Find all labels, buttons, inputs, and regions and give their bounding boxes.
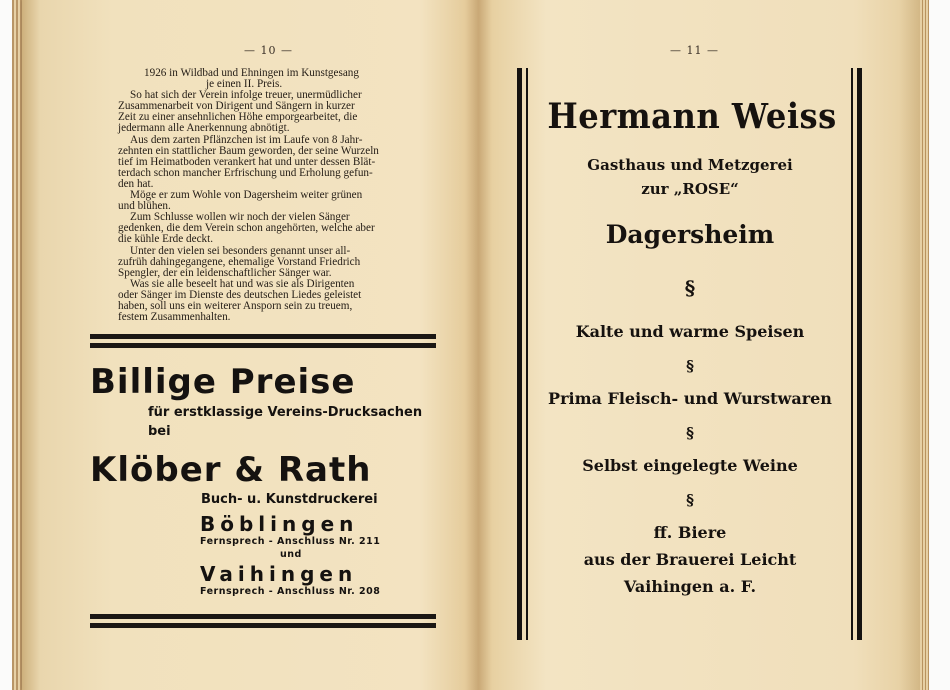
text-line: oder Sänger im Dienste des deutschen Liedes geleistet [118,288,362,301]
fleuron-ornament-icon: § [686,357,694,375]
text-line: Unter den vielen sei besonders genannt unser all- [130,244,351,257]
ad-subline: für erstklassige Vereins-Drucksachen [148,405,423,420]
ad-city-vaihingen: Vaihingen [200,562,358,586]
text-line: Aus dem zarten Pflänzchen ist im Laufe von 8 Jahr- [130,133,363,146]
text-line: und blühen. [118,200,171,213]
ad-item-brauerei: aus der Brauerei Leicht [583,550,797,569]
text-line: gedenken, die dem Verein schon angehörten, welche aber [118,222,375,235]
frame-right-inner [851,68,853,640]
ad-name-hermann-weiss: Hermann Weiss [547,96,837,137]
text-line: je einen II. Preis. [206,78,283,91]
ad-item-wurstwaren: Prima Fleisch- und Wurstwaren [548,389,832,408]
ad-gasthaus: Gasthaus und Metzgerei [587,156,793,174]
text-line: 1926 in Wildbad und Ehningen im Kunstgesang [144,67,359,79]
ad-item-weine: Selbst eingelegte Weine [582,456,798,475]
text-line: Was sie alle beseelt hat und was sie als Dirigenten [130,277,355,290]
book-edge-right [920,0,929,690]
ad-item-vaihingen: Vaihingen a. F. [623,577,757,596]
text-line: zufrüh dahingegangene, ehemalige Vorstand Friedrich [118,255,361,268]
text-line: Zum Schlusse wollen wir noch der vielen Sänger [130,211,350,224]
ad-headline: Billige Preise [90,362,356,402]
ad-city-boeblingen: Böblingen [200,512,359,536]
text-line: tief im Heimatboden verankert hat und unter dessen Blät- [118,155,376,168]
ad-item-speisen: Kalte und warme Speisen [575,322,805,341]
text-line: zehnten ein stattlicher Baum geworden, der seine Wurzeln [118,144,379,157]
text-line: Möge er zum Wohle von Dagersheim weiter grünen [130,189,363,202]
ad-item-biere: ff. Biere [653,523,727,542]
ad-zur-rose: zur „ROSE“ [641,180,739,198]
ad-phone-vaihingen: Fernsprech - Anschluss Nr. 208 [200,586,381,597]
ad-phone-boeblingen: Fernsprech - Anschluss Nr. 211 [200,536,381,547]
right-page-number: — 11 — [670,44,719,57]
text-line: Zusammenarbeit von Dirigent und Sängern in kurzer [118,100,355,113]
fleuron-ornament-icon: § [686,424,694,442]
ad-bottom-rule [90,614,436,632]
text-line: haben, soll uns ein weiterer Ansporn sein zu treuem, [118,299,353,312]
ad-town-dagersheim: Dagersheim [605,220,775,249]
text-line: den hat. [118,177,154,190]
text-line: Zeit zu einer ansehnlichen Höhe emporgearbeitet, die [118,111,358,124]
frame-left-inner [526,68,528,640]
text-line: jedermann alle Anerkennung abnötigt. [118,122,290,135]
text-line: festem Zusammenhalten. [118,311,231,324]
ad-company-sub: Buch- u. Kunstdruckerei [201,492,378,507]
ad-company-name: Klöber & Rath [90,450,372,490]
left-page-number: — 10 — [244,44,293,57]
text-line: So hat sich der Verein infolge treuer, unermüdlicher [130,89,362,102]
text-line: terdach schon mancher Erfrischung und Erholung gefun- [118,166,373,179]
fleuron-ornament-icon: § [686,491,694,509]
ad-und: und [280,549,302,560]
fleuron-ornament-icon: § [684,276,696,300]
ad-top-rule [90,334,436,352]
frame-right-outer [857,68,862,640]
text-line: Spengler, der ein leidenschaftlicher Sänger war. [118,266,332,279]
ad-subline-bei: bei [148,424,171,439]
frame-left-outer [517,68,522,640]
text-line: die kühle Erde deckt. [118,233,214,246]
left-body-text [118,68,406,323]
